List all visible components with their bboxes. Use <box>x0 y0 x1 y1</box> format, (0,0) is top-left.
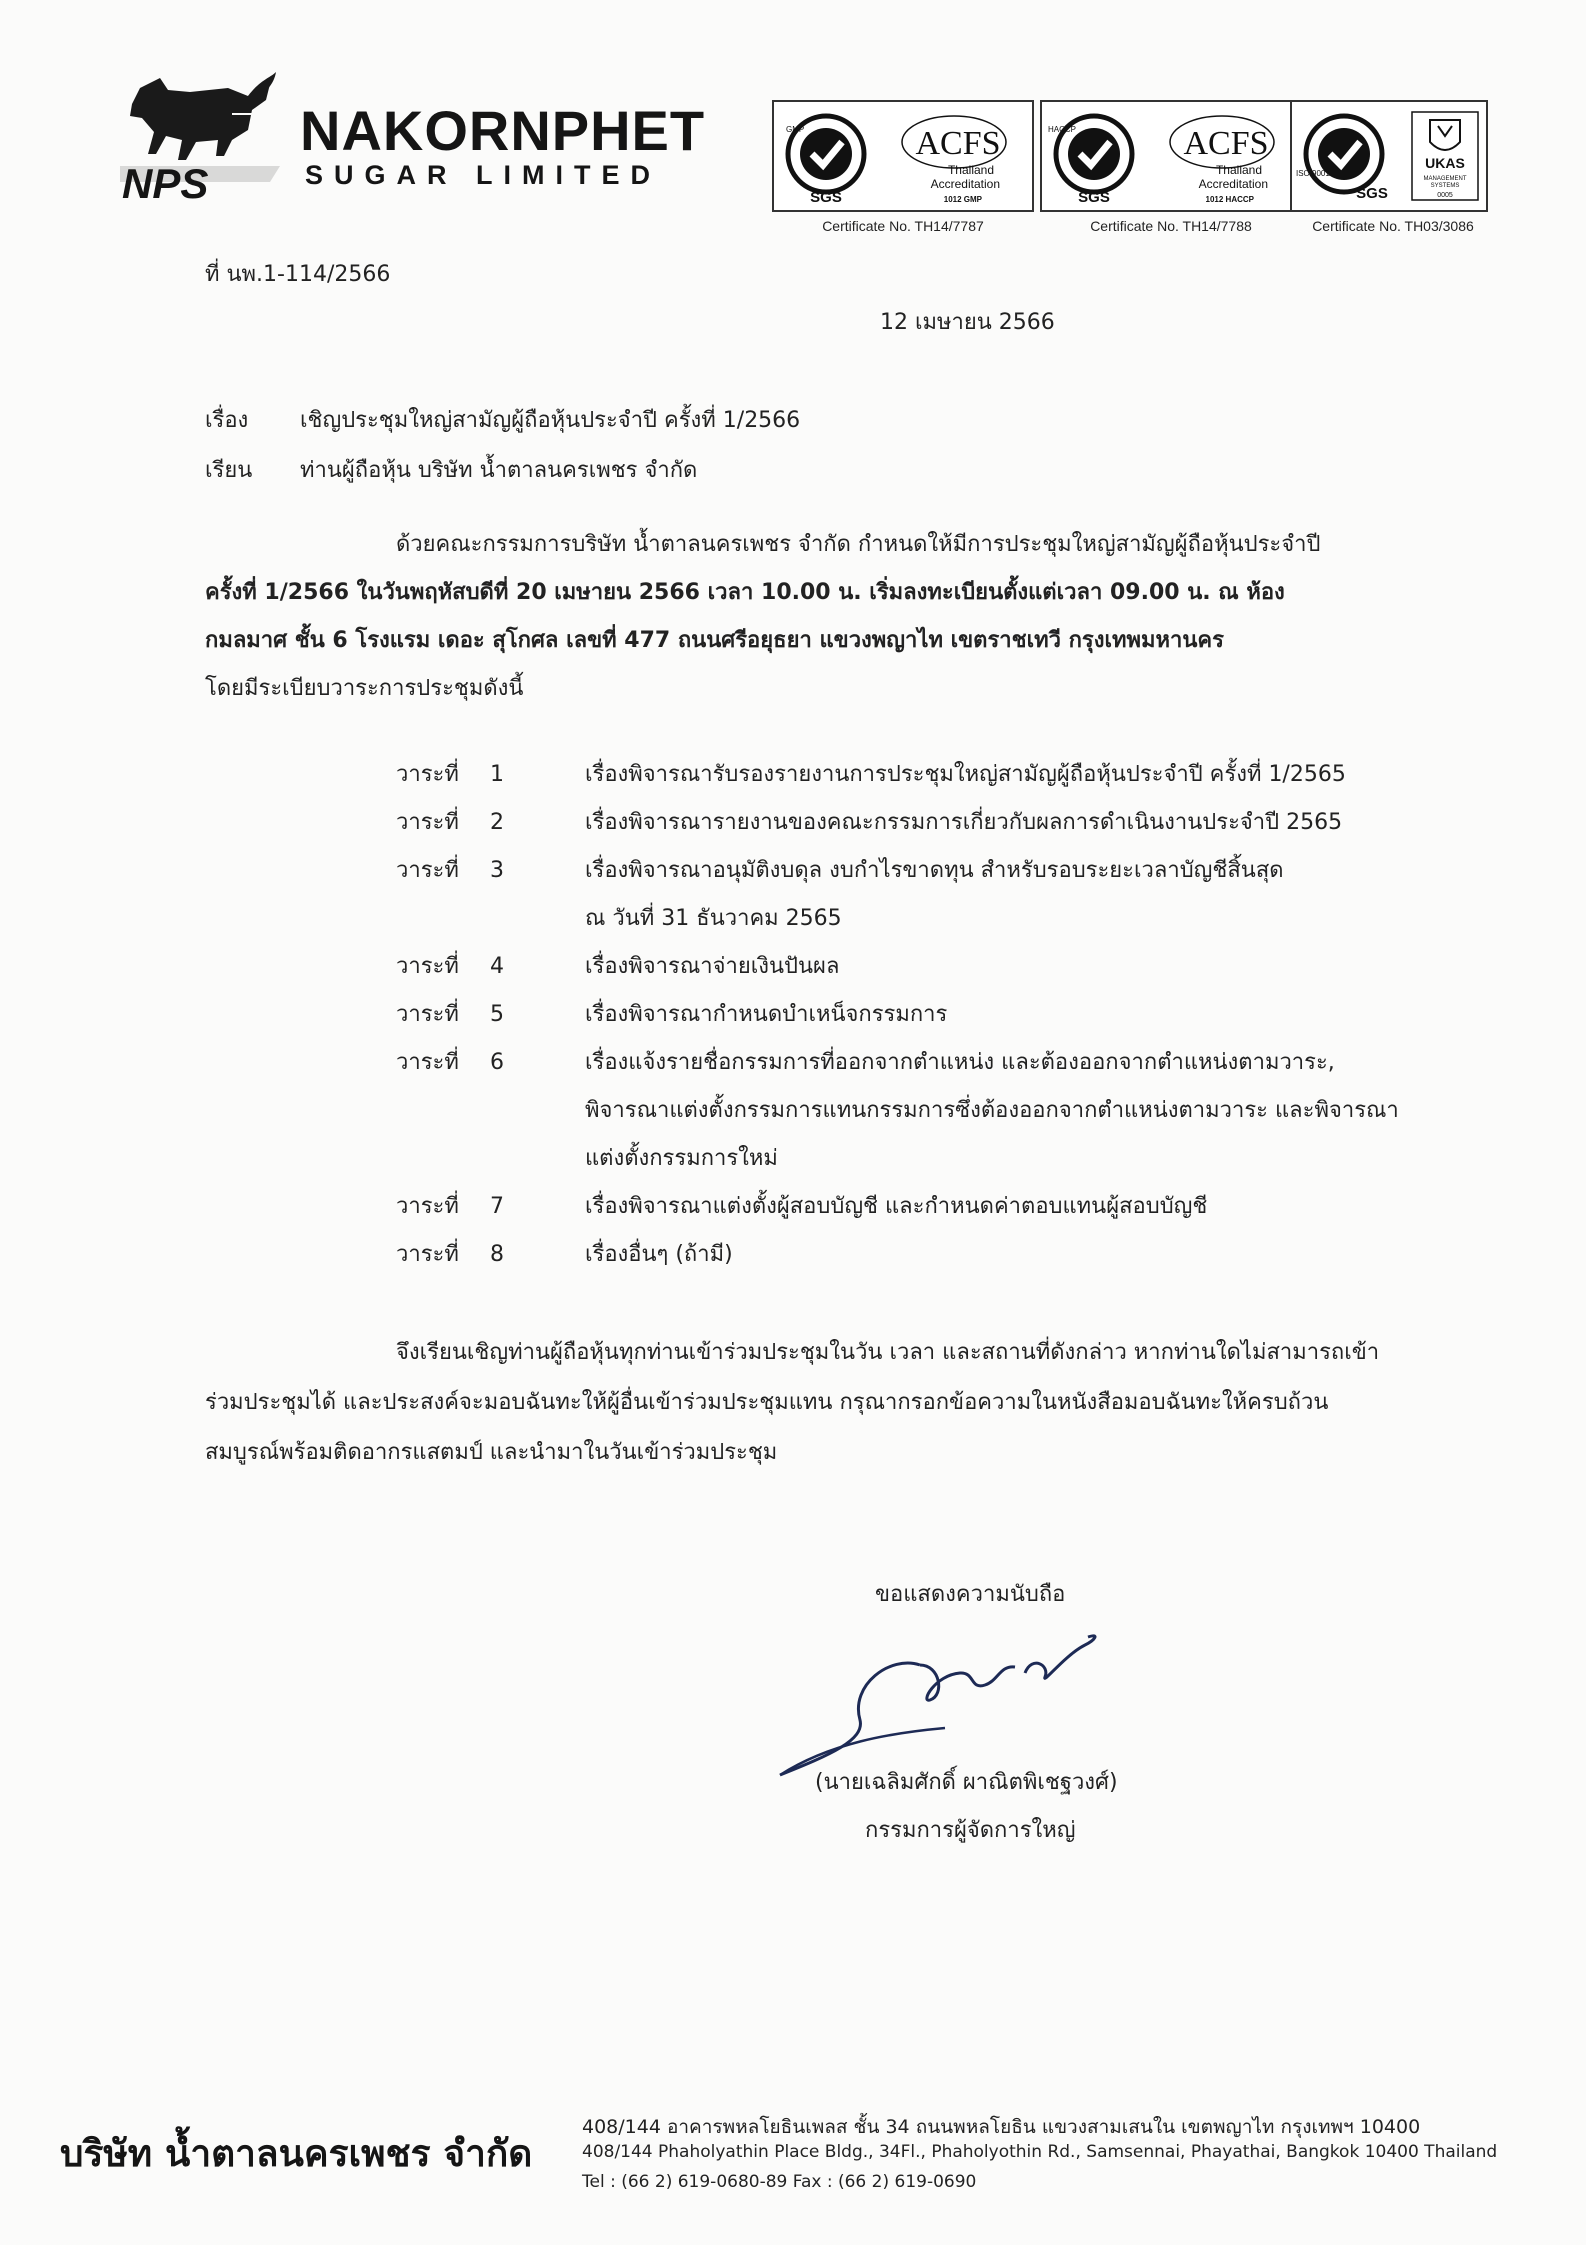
agenda-item-text: เรื่องพิจารณาแต่งตั้งผู้สอบบัญชี และกำหนดค่าตอบแทนผู้สอบบัญชี <box>585 1194 1208 1219</box>
intro-line: กมลมาศ ชั้น 6 โรงแรม เดอะ สุโกศล เลขที่ 477 ถนนศรีอยุธยา แขวงพญาไท เขตราชเทวี กรุงเทพมหานคร <box>205 628 1224 653</box>
svg-text:HACCP: HACCP <box>1048 125 1077 134</box>
svg-text:0005: 0005 <box>1437 192 1453 199</box>
agenda-item-text: เรื่องพิจารณากำหนดบำเหน็จกรรมการ <box>585 1002 948 1027</box>
certificate-badge-haccp <box>1040 100 1302 212</box>
closing-line: สมบูรณ์พร้อมติดอากรแสตมป์ และนำมาในวันเข้าร่วมประชุม <box>205 1440 778 1465</box>
salutation-text: ท่านผู้ถือหุ้น บริษัท น้ำตาลนครเพชร จำกัด <box>300 458 698 483</box>
cert-1-sgs: SGS <box>810 189 842 206</box>
agenda-number: 7 <box>490 1194 504 1219</box>
svg-text:1012 GMP: 1012 GMP <box>943 195 982 204</box>
cert-1-brand: ACFS <box>915 125 1001 162</box>
agenda-label: วาระที่ <box>396 810 459 835</box>
agenda-number: 5 <box>490 1002 504 1027</box>
footer-address-th: 408/144 อาคารพหลโยธินเพลส ชั้น 34 ถนนพหลโยธิน แขวงสามเสนใน เขตพญาไท กรุงเทพฯ 10400 <box>582 2116 1421 2138</box>
certificate-caption: Certificate No. TH14/7787 <box>822 218 984 234</box>
agenda-label: วาระที่ <box>396 1242 459 1267</box>
svg-text:Accreditation: Accreditation <box>930 177 1000 191</box>
agenda-number: 1 <box>490 762 504 787</box>
agenda-number: 6 <box>490 1050 504 1075</box>
agenda-item-text: แต่งตั้งกรรมการใหม่ <box>585 1146 778 1171</box>
agenda-item-text: เรื่องพิจารณาอนุมัติงบดุล งบกำไรขาดทุน สำหรับรอบระยะเวลาบัญชีสิ้นสุด <box>585 858 1284 883</box>
svg-text:ACFS: ACFS <box>1183 125 1269 162</box>
agenda-label: วาระที่ <box>396 1002 459 1027</box>
company-logo <box>120 70 280 200</box>
intro-line: โดยมีระเบียบวาระการประชุมดังนี้ <box>205 676 524 701</box>
agenda-number: 4 <box>490 954 504 979</box>
svg-text:1012 HACCP: 1012 HACCP <box>1205 195 1254 204</box>
footer-company-name: บริษัท น้ำตาลนครเพชร จำกัด <box>60 2132 533 2175</box>
certificate-badge-iso <box>1290 100 1488 212</box>
agenda-label: วาระที่ <box>396 1050 459 1075</box>
cert-1-seal: GMP <box>786 125 805 134</box>
closing-line: จึงเรียนเชิญท่านผู้ถือหุ้นทุกท่านเข้าร่วมประชุมในวัน เวลา และสถานที่ดังกล่าว หากท่านใดไม่สามารถเข้า <box>396 1340 1380 1365</box>
logo-abbr: NPS <box>122 160 209 200</box>
agenda-item-text: เรื่องแจ้งรายชื่อกรรมการที่ออกจากตำแหน่ง และต้องออกจากตำแหน่งตามวาระ, <box>585 1050 1335 1075</box>
subject-label: เรื่อง <box>205 408 249 433</box>
agenda-item-text: เรื่องพิจารณารับรองรายงานการประชุมใหญ่สามัญผู้ถือหุ้นประจำปี ครั้งที่ 1/2565 <box>585 762 1346 787</box>
intro-line: ครั้งที่ 1/2566 ในวันพฤหัสบดีที่ 20 เมษายน 2566 เวลา 10.00 น. เริ่มลงทะเบียนตั้งแต่เวลา 09.00 น. ณ ห้อง <box>205 580 1285 605</box>
agenda-item-text: ณ วันที่ 31 ธันวาคม 2565 <box>585 906 842 931</box>
agenda-item-text: เรื่องอื่นๆ (ถ้ามี) <box>585 1242 733 1267</box>
agenda-label: วาระที่ <box>396 762 459 787</box>
agenda-label: วาระที่ <box>396 1194 459 1219</box>
agenda-item-text: เรื่องพิจารณารายงานของคณะกรรมการเกี่ยวกับผลการดำเนินงานประจำปี 2565 <box>585 810 1343 835</box>
svg-text:Thailand: Thailand <box>947 163 994 177</box>
footer-address-en: 408/144 Phaholyathin Place Bldg., 34Fl., Phaholyothin Rd., Samsennai, Phayathai, Bangkok 10400 Thailand <box>582 2142 1498 2162</box>
svg-text:Thailand: Thailand <box>1215 163 1262 177</box>
agenda-number: 2 <box>490 810 504 835</box>
reference-number: ที่ นพ.1-114/2566 <box>205 262 391 287</box>
subject-text: เชิญประชุมใหญ่สามัญผู้ถือหุ้นประจำปี ครั้งที่ 1/2566 <box>300 408 801 433</box>
svg-text:MANAGEMENT: MANAGEMENT <box>1423 176 1467 182</box>
svg-text:Accreditation: Accreditation <box>1198 177 1268 191</box>
svg-text:SYSTEMS: SYSTEMS <box>1430 183 1460 189</box>
agenda-label: วาระที่ <box>396 858 459 883</box>
certificate-badge-gmp <box>772 100 1034 212</box>
agenda-label: วาระที่ <box>396 954 459 979</box>
signer-title: กรรมการผู้จัดการใหญ่ <box>865 1818 1076 1843</box>
company-sub-name: SUGAR LIMITED <box>305 160 661 190</box>
footer-contact: Tel : (66 2) 619-0680-89 Fax : (66 2) 619-0690 <box>582 2172 977 2192</box>
intro-line: ด้วยคณะกรรมการบริษัท น้ำตาลนครเพชร จำกัด กำหนดให้มีการประชุมใหญ่สามัญผู้ถือหุ้นประจำปี <box>396 532 1321 557</box>
certificate-caption: Certificate No. TH03/3086 <box>1312 218 1474 234</box>
certificate-caption: Certificate No. TH14/7788 <box>1090 218 1252 234</box>
signature-icon <box>770 1625 1150 1780</box>
svg-text:ISO 9001: ISO 9001 <box>1296 169 1330 178</box>
agenda-number: 8 <box>490 1242 504 1267</box>
company-name: NAKORNPHET <box>300 99 706 162</box>
agenda-item-text: พิจารณาแต่งตั้งกรรมการแทนกรรมการซึ่งต้องออกจากตำแหน่งตามวาระ และพิจารณา <box>585 1098 1399 1123</box>
closing-line: ร่วมประชุมได้ และประสงค์จะมอบฉันทะให้ผู้อื่นเข้าร่วมประชุมแทน กรุณากรอกข้อความในหนังสือมอบฉันทะให้ครบถ้วน <box>205 1390 1329 1415</box>
regards-text: ขอแสดงความนับถือ <box>875 1582 1066 1607</box>
svg-text:SGS: SGS <box>1078 189 1110 206</box>
signer-name: (นายเฉลิมศักดิ์ ผาณิตพิเชฐวงศ์) <box>815 1770 1118 1795</box>
svg-text:UKAS: UKAS <box>1425 155 1465 171</box>
letter-date: 12 เมษายน 2566 <box>880 310 1055 335</box>
svg-text:SGS: SGS <box>1356 185 1388 202</box>
bull-logo-icon <box>120 70 280 200</box>
agenda-item-text: เรื่องพิจารณาจ่ายเงินปันผล <box>585 954 840 979</box>
salutation-label: เรียน <box>205 458 253 483</box>
agenda-number: 3 <box>490 858 504 883</box>
